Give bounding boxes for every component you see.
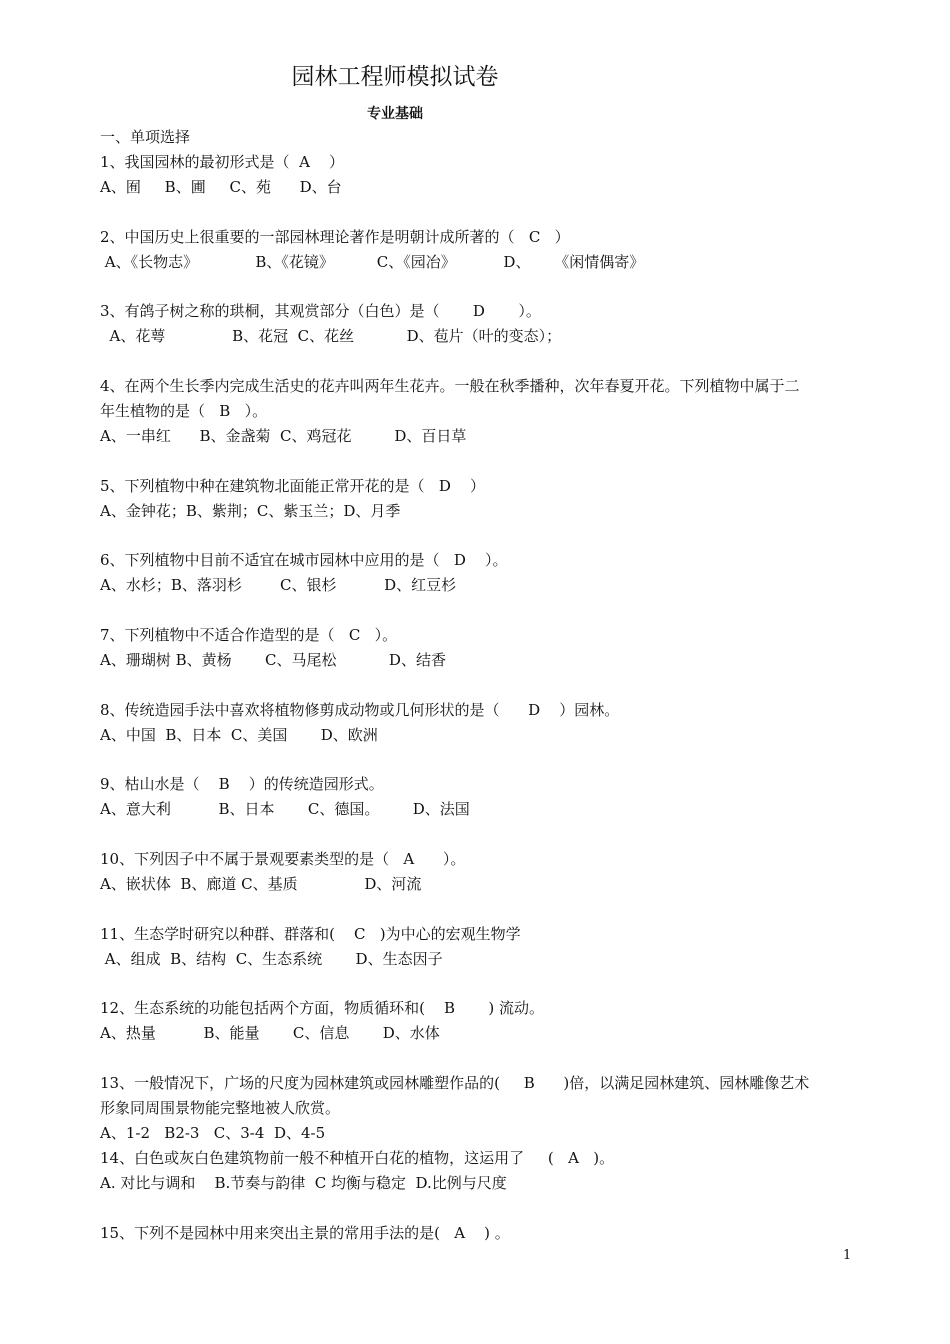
document-title: 园林工程师模拟试卷: [291, 64, 499, 90]
question-text: 形象同周围景物能完整地被人欣赏。: [100, 1099, 341, 1117]
question-text: 12、生态系统的功能包括两个方面，物质循环和( B ) 流动。: [100, 999, 545, 1017]
question-text: 13、一般情况下，广场的尺度为园林建筑或园林雕塑作品的( B )倍，以满足园林建筑、园林雕像艺术: [100, 1074, 810, 1092]
options-text: A、《长物志》 B、《花镜》 C、《园冶》 D、 《闲情偶寄》: [100, 253, 645, 271]
question-text: 6、下列植物中目前不适宜在城市园林中应用的是（ D ）。: [100, 551, 508, 569]
question-text: 14、白色或灰白色建筑物前一般不种植开白花的植物，这运用了 ( A )。: [100, 1149, 615, 1167]
options-text: A、热量 B、能量 C、信息 D、水体: [100, 1024, 440, 1042]
options-text: A、水杉；B、落羽杉 C、银杉 D、红豆杉: [100, 576, 457, 594]
options-text: A、嵌状体 B、廊道 C、基质 D、河流: [100, 875, 422, 893]
question-text: 2、中国历史上很重要的一部园林理论著作是明朝计成所著的（ C ）: [100, 228, 570, 246]
question-text: 10、下列因子中不属于景观要素类型的是（ A ）。: [100, 850, 466, 868]
options-text: A、一串红 B、金盏菊 C、鸡冠花 D、百日草: [100, 427, 467, 445]
question-text: 1、我国园林的最初形式是（ A ）: [100, 153, 344, 171]
options-text: A、珊瑚树 B、黄杨 C、马尾松 D、结香: [100, 651, 446, 669]
options-text: A、组成 B、结构 C、生态系统 D、生态因子: [100, 950, 443, 968]
question-text: 15、下列不是园林中用来突出主景的常用手法的是( A ) 。: [100, 1224, 510, 1242]
question-text: 11、生态学时研究以种群、群落和( C )为中心的宏观生物学: [100, 925, 521, 943]
question-text: 5、下列植物中种在建筑物北面能正常开花的是（ D ）: [100, 477, 485, 495]
section-heading: 一、单项选择: [100, 128, 191, 146]
question-text: 9、枯山水是（ B ）的传统造园形式。: [100, 775, 384, 793]
options-text: A. 对比与调和 B.节奏与韵律 C 均衡与稳定 D.比例与尺度: [100, 1174, 507, 1192]
question-text: 7、下列植物中不适合作造型的是（ C ）。: [100, 626, 398, 644]
options-text: A、意大利 B、日本 C、德国。 D、法国: [100, 800, 470, 818]
page-number: 1: [843, 1248, 852, 1263]
options-text: A、中国 B、日本 C、美国 D、欧洲: [100, 726, 378, 744]
options-text: A、花萼 B、花冠 C、花丝 D、苞片（叶的变态）；: [100, 327, 562, 345]
options-text: A、金钟花；B、紫荆；C、紫玉兰；D、月季: [100, 502, 401, 520]
options-text: A、1-2 B2-3 C、3-4 D、4-5: [100, 1124, 326, 1142]
question-text: 8、传统造园手法中喜欢将植物修剪成动物或几何形状的是（ D ）园林。: [100, 701, 620, 719]
question-text: 4、在两个生长季内完成生活史的花卉叫两年生花卉。一般在秋季播种，次年春夏开花。下列植物中属于二: [100, 377, 800, 395]
options-text: A、囿 B、圃 C、苑 D、台: [100, 178, 342, 196]
question-text: 年生植物的是（ B ）。: [100, 402, 268, 420]
document-subtitle: 专业基础: [367, 106, 423, 122]
question-text: 3、有鸽子树之称的珙桐，其观赏部分（白色）是（ D ）。: [100, 302, 541, 320]
